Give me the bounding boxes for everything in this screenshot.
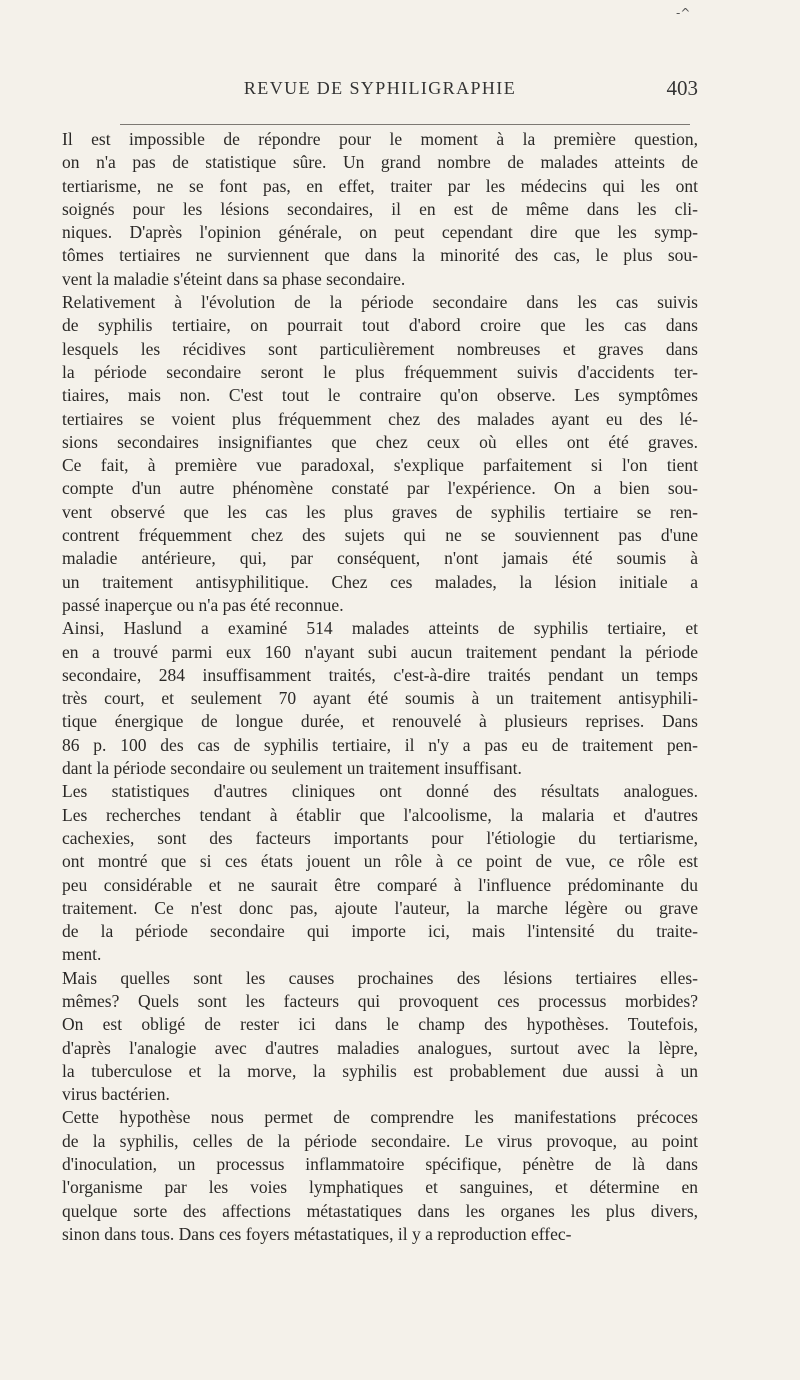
text-line: de la syphilis, celles de la période secondaire. Le virus provoque, au point	[62, 1130, 698, 1151]
text-line: vent la maladie s'éteint dans sa phase secondaire.	[62, 268, 406, 289]
page-header	[60, 72, 700, 108]
page-number: 403	[666, 76, 698, 100]
text-line: traitement. Ce n'est donc pas, ajoute l'auteur, la marche légère ou grave	[62, 897, 698, 918]
text-line: virus bactérien.	[62, 1084, 170, 1105]
text-line: passé inaperçue ou n'a pas été reconnue.	[62, 594, 344, 615]
paragraph	[62, 617, 698, 780]
text-line: soignés pour les lésions secondaires, il en est de même dans les cli-	[62, 198, 698, 219]
paragraph	[62, 291, 698, 617]
text-line: niques. D'après l'opinion générale, on peut cependant dire que les symp-	[62, 222, 698, 243]
text-line: de la période secondaire qui importe ici, mais l'intensité du traite-	[62, 921, 698, 942]
text-line: tômes tertiaires ne surviennent que dans la minorité des cas, le plus sou-	[62, 245, 698, 266]
text-line: la période secondaire seront le plus fréquemment suivis d'accidents ter-	[62, 361, 698, 382]
corner-mark: -^	[676, 6, 691, 20]
text-line: l'organisme par les voies lymphatiques et sanguines, et détermine en	[62, 1177, 698, 1198]
text-line: Les statistiques d'autres cliniques ont donné des résultats analogues.	[62, 781, 698, 802]
text-line: Cette hypothèse nous permet de comprendre les manifestations précoces	[62, 1107, 698, 1128]
text-line: Il est impossible de répondre pour le moment à la première question,	[62, 129, 698, 149]
text-line: tiaires, mais non. C'est tout le contraire qu'on observe. Les symptômes	[62, 385, 698, 406]
text-line: un traitement antisyphilitique. Chez ces malades, la lésion initiale a	[62, 571, 698, 592]
text-line: contrent fréquemment chez des sujets qui ne se souviennent pas d'une	[62, 525, 698, 546]
text-line: peu considérable et ne saurait être comparé à l'influence prédominante du	[62, 874, 698, 895]
text-line: ment.	[62, 944, 102, 965]
text-line: compte d'un autre phénomène constaté par l'expérience. On a bien sou-	[62, 478, 698, 499]
text-line: Mais quelles sont les causes prochaines des lésions tertiaires elles-	[62, 967, 698, 988]
text-line: tertiaires se voient plus fréquemment chez des malades ayant eu des lé-	[62, 408, 698, 429]
text-line: tique énergique de longue durée, et renouvelé à plusieurs reprises. Dans	[62, 711, 698, 732]
text-line: On est obligé de rester ici dans le champ des hypothèses. Toutefois,	[62, 1014, 698, 1035]
paragraph	[62, 1106, 698, 1246]
text-line: la tuberculose et la morve, la syphilis est probablement due aussi à un	[62, 1060, 698, 1081]
text-line: de syphilis tertiaire, on pourrait tout d'abord croire que les cas dans	[62, 315, 698, 336]
text-line: d'après l'analogie avec d'autres maladies analogues, surtout avec la lèpre,	[62, 1037, 698, 1058]
text-line: tertiarisme, ne se font pas, en effet, traiter par les médecins qui les ont	[62, 175, 698, 196]
text-line: sions secondaires insignifiantes que chez ceux où elles ont été graves.	[62, 431, 698, 452]
text-line: Ainsi, Haslund a examiné 514 malades atteints de syphilis tertiaire, et	[62, 618, 698, 639]
paragraph	[62, 780, 698, 966]
text-line: dant la période secondaire ou seulement un traitement insuffisant.	[62, 758, 522, 779]
header-rule	[120, 124, 690, 125]
text-line: mêmes? Quels sont les facteurs qui provoquent ces processus morbides?	[62, 990, 698, 1011]
text-line: cachexies, sont des facteurs importants pour l'étiologie du tertiarisme,	[62, 827, 698, 848]
paragraph	[62, 128, 698, 291]
text-line: lesquels les récidives sont particulièrement nombreuses et graves dans	[62, 338, 698, 359]
text-line: on n'a pas de statistique sûre. Un grand nombre de malades atteints de	[62, 152, 698, 173]
text-line: Les recherches tendant à établir que l'alcoolisme, la malaria et d'autres	[62, 804, 698, 825]
text-line: d'inoculation, un processus inflammatoire spécifique, pénètre de là dans	[62, 1154, 698, 1175]
text-line: maladie antérieure, qui, par conséquent, n'ont jamais été soumis à	[62, 548, 698, 569]
text-line: en a trouvé parmi eux 160 n'ayant subi aucun traitement pendant la période	[62, 641, 698, 662]
text-line: quelque sorte des affections métastatiques dans les organes les plus divers,	[62, 1200, 698, 1221]
text-line: secondaire, 284 insuffisamment traités, c'est-à-dire traités pendant un temps	[62, 664, 698, 685]
text-line: vent observé que les cas les plus graves de syphilis tertiaire se ren-	[62, 501, 698, 522]
paragraph	[62, 967, 698, 1107]
body-text	[62, 128, 698, 1246]
text-line: Ce fait, à première vue paradoxal, s'explique parfaitement si l'on tient	[62, 455, 698, 476]
text-line: très court, et seulement 70 ayant été soumis à un traitement antisyphili-	[62, 688, 698, 709]
text-line: 86 p. 100 des cas de syphilis tertiaire, il n'y a pas eu de traitement pen-	[62, 734, 698, 755]
text-line: Relativement à l'évolution de la période secondaire dans les cas suivis	[62, 292, 698, 313]
text-line: sinon dans tous. Dans ces foyers métastatiques, il y a reproduction effec-	[62, 1223, 572, 1244]
running-title: REVUE DE SYPHILIGRAPHIE	[243, 78, 517, 98]
text-line: ont montré que si ces états jouent un rôle à ce point de vue, ce rôle est	[62, 851, 698, 872]
